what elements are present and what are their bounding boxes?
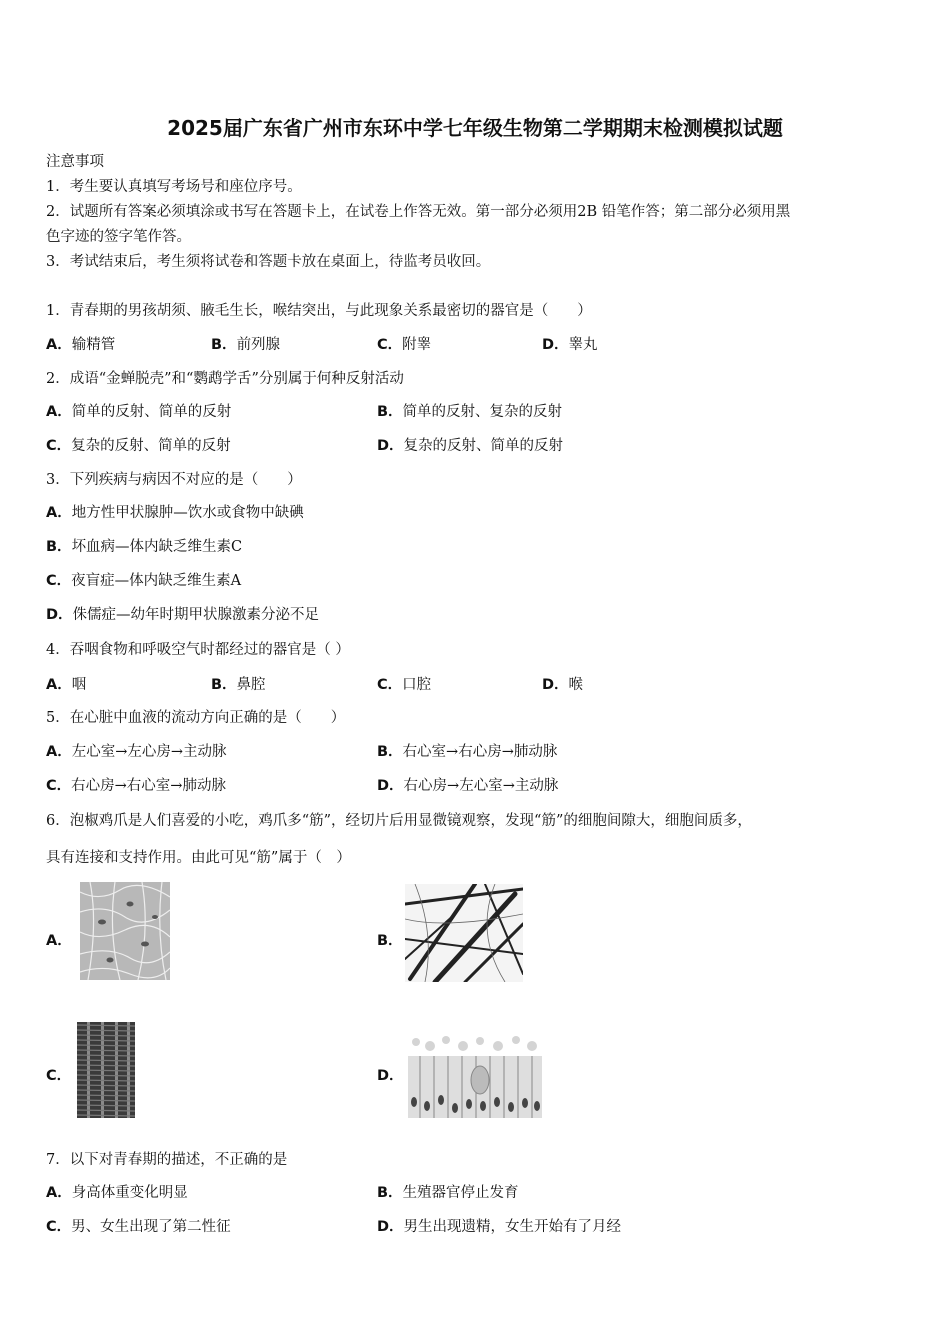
notice-item: 3．考试结束后，考生须将试卷和答题卡放在桌面上，待监考员收回。	[46, 254, 491, 270]
option-d[interactable]	[46, 605, 319, 625]
option-text: 复杂的反射、简单的反射	[403, 438, 564, 454]
option-text: 生殖器官停止发育	[402, 1185, 519, 1201]
page-title: 2025届广东省广州市东环中学七年级生物第二学期期末检测模拟试题	[167, 116, 783, 140]
muscle-tissue-micrograph-icon	[77, 1022, 135, 1118]
option-text: 坏血病—体内缺乏维生素C	[71, 539, 243, 555]
option-letter: B．	[377, 1185, 403, 1201]
option-letter: C．	[377, 337, 403, 353]
option-d[interactable]	[377, 776, 558, 796]
notice-heading: 注意事项	[46, 154, 104, 170]
option-b[interactable]	[46, 537, 242, 557]
option-letter: C．	[46, 1068, 72, 1084]
option-b[interactable]	[211, 335, 280, 355]
connective-tissue-micrograph-icon	[80, 882, 170, 980]
option-a[interactable]	[46, 402, 231, 422]
option-d[interactable]	[377, 1217, 621, 1237]
option-c[interactable]	[377, 335, 431, 355]
option-c[interactable]	[46, 1066, 71, 1086]
option-letter: A．	[46, 1185, 72, 1201]
option-b[interactable]	[211, 675, 266, 695]
option-c[interactable]	[377, 675, 431, 695]
option-letter: A．	[46, 744, 72, 760]
question-stem: 6．泡椒鸡爪是人们喜爱的小吃，鸡爪多“筋”，经切片后用显微镜观察，发现“筋”的细胞间隙大，细胞间质多，	[46, 813, 752, 829]
option-text: 侏儒症—幼年时期甲状腺激素分泌不足	[72, 607, 320, 623]
option-letter: D．	[542, 677, 569, 693]
option-text: 右心室→右心房→肺动脉	[402, 744, 558, 760]
notice-item: 1．考生要认真填写考场号和座位序号。	[46, 179, 302, 195]
option-letter: D．	[377, 1219, 404, 1235]
option-text: 咽	[71, 677, 87, 693]
option-letter: A．	[46, 677, 72, 693]
option-letter: D．	[377, 438, 404, 454]
option-text: 口腔	[402, 677, 432, 693]
option-c[interactable]	[46, 436, 231, 456]
option-c[interactable]	[46, 1217, 231, 1237]
option-text: 睾丸	[568, 337, 598, 353]
option-a[interactable]	[46, 931, 72, 951]
question-stem: 7．以下对青春期的描述，不正确的是	[46, 1152, 288, 1168]
option-letter: C．	[377, 677, 403, 693]
option-letter: D．	[542, 337, 569, 353]
option-text: 复杂的反射、简单的反射	[71, 438, 231, 454]
option-b[interactable]	[377, 931, 403, 951]
option-b[interactable]	[377, 1183, 519, 1203]
notice-item: 2．试题所有答案必须填涂或书写在答题卡上，在试卷上作答无效。第一部分必须用2B 铅笔作答；第二部分必须用黑	[46, 204, 791, 220]
option-c[interactable]	[46, 571, 241, 591]
option-text: 鼻腔	[236, 677, 266, 693]
option-letter: B．	[211, 677, 237, 693]
option-text: 前列腺	[236, 337, 281, 353]
option-letter: A．	[46, 404, 72, 420]
option-text: 右心房→右心室→肺动脉	[71, 778, 226, 794]
option-text: 男生出现遗精，女生开始有了月经	[403, 1219, 622, 1235]
option-text: 简单的反射、复杂的反射	[402, 404, 563, 420]
option-b[interactable]	[377, 742, 557, 762]
option-a[interactable]	[46, 1183, 188, 1203]
option-d[interactable]	[377, 436, 563, 456]
option-a[interactable]	[46, 335, 115, 355]
option-letter: B．	[211, 337, 237, 353]
option-text: 喉	[568, 677, 584, 693]
option-text: 夜盲症—体内缺乏维生素A	[71, 573, 242, 589]
option-text: 左心室→左心房→主动脉	[71, 744, 227, 760]
option-letter: D．	[377, 1068, 404, 1084]
option-d[interactable]	[542, 675, 583, 695]
option-text: 右心房→左心室→主动脉	[403, 778, 559, 794]
option-a[interactable]	[46, 503, 304, 523]
option-c[interactable]	[46, 776, 226, 796]
option-letter: B．	[377, 933, 403, 949]
option-d[interactable]	[377, 1066, 404, 1086]
option-letter: B．	[377, 744, 403, 760]
option-text: 地方性甲状腺肿—饮水或食物中缺碘	[71, 505, 304, 521]
question-stem: 4．吞咽食物和呼吸空气时都经过的器官是（ ）	[46, 642, 350, 658]
option-letter: A．	[46, 505, 72, 521]
option-a[interactable]	[46, 675, 86, 695]
notice-item: 色字迹的签字笔作答。	[46, 229, 191, 245]
option-letter: D．	[46, 607, 73, 623]
option-letter: C．	[46, 778, 72, 794]
option-letter: A．	[46, 933, 72, 949]
option-letter: C．	[46, 1219, 72, 1235]
question-stem: 1．青春期的男孩胡须、腋毛生长，喉结突出，与此现象关系最密切的器官是（ ）	[46, 303, 592, 319]
option-text: 输精管	[71, 337, 116, 353]
option-a[interactable]	[46, 742, 227, 762]
question-stem-cont: 具有连接和支持作用。由此可见“筋”属于（ ）	[46, 850, 351, 866]
question-stem: 3．下列疾病与病因不对应的是（ ）	[46, 472, 302, 488]
question-stem: 5．在心脏中血液的流动方向正确的是（ ）	[46, 710, 346, 726]
fiber-tissue-micrograph-icon	[405, 884, 523, 982]
option-text: 男、女生出现了第二性征	[71, 1219, 231, 1235]
option-letter: C．	[46, 573, 72, 589]
option-letter: A．	[46, 337, 72, 353]
option-text: 附睾	[402, 337, 432, 353]
option-letter: D．	[377, 778, 404, 794]
option-text: 简单的反射、简单的反射	[71, 404, 232, 420]
epithelial-tissue-micrograph-icon	[408, 1034, 542, 1122]
option-d[interactable]	[542, 335, 598, 355]
option-letter: B．	[46, 539, 72, 555]
option-letter: C．	[46, 438, 72, 454]
option-b[interactable]	[377, 402, 562, 422]
question-stem: 2．成语“金蝉脱壳”和“鹦鹉学舌”分别属于何种反射活动	[46, 371, 404, 387]
option-letter: B．	[377, 404, 403, 420]
option-text: 身高体重变化明显	[71, 1185, 188, 1201]
